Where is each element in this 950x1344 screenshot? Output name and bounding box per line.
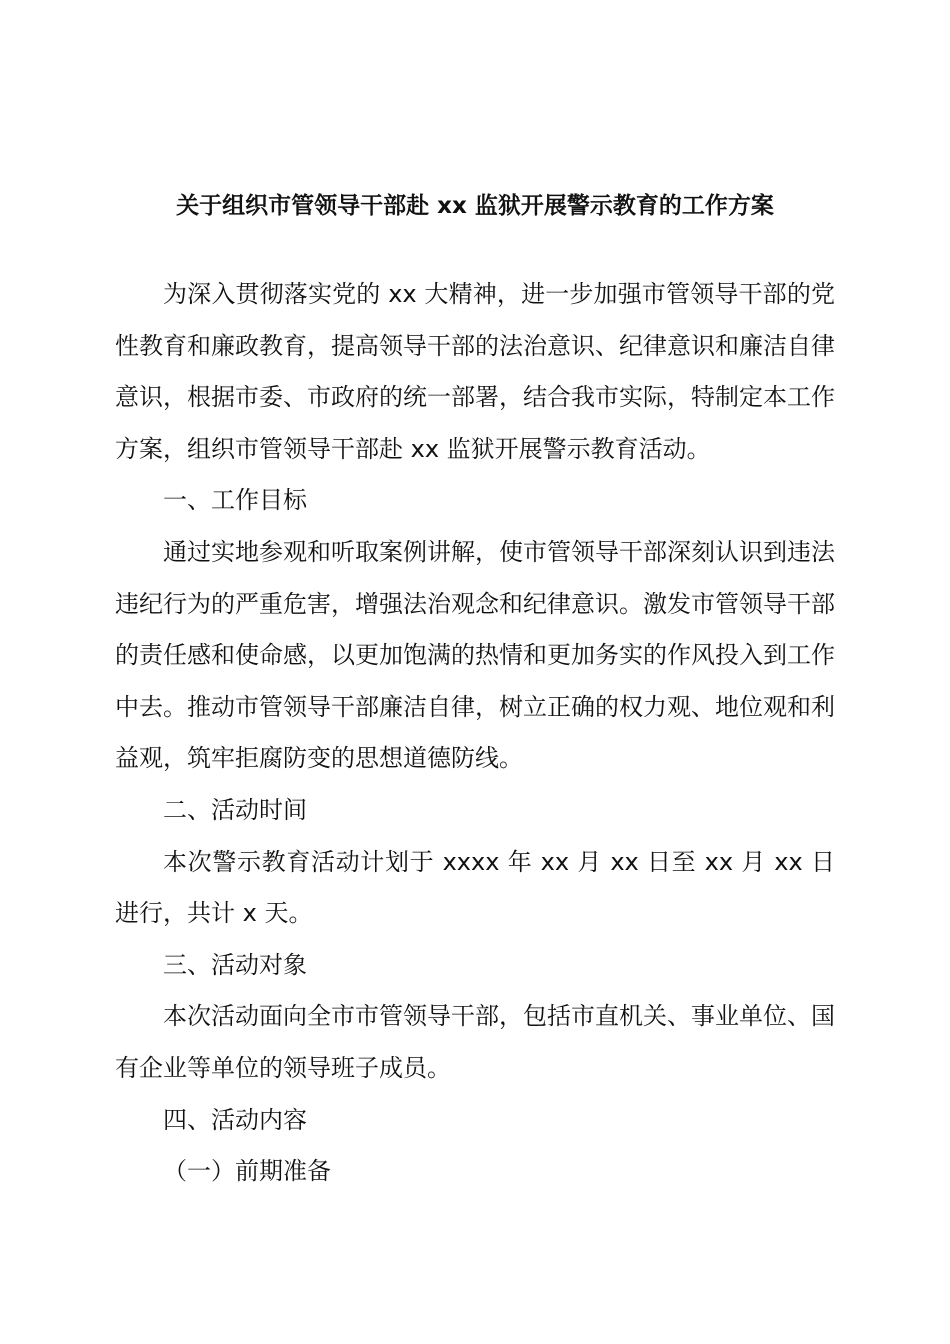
intro-paragraph: 为深入贯彻落实党的 xx 大精神，进一步加强市管领导干部的党性教育和廉政教育，提高领导干部的法治意识、纪律意识和廉洁自律意识，根据市委、市政府的统一部署，结合我市实际，特制定本工作方案，组织市管领导干部赴 xx 监狱开展警示教育活动。: [115, 280, 835, 463]
section-heading-participants: 三、活动对象: [163, 950, 307, 979]
section-heading-goals: 一、工作目标: [163, 486, 307, 515]
section-text-goals: 通过实地参观和听取案例讲解，使市管领导干部深刻认识到违法违纪行为的严重危害，增强法治观念和纪律意识。激发市管领导干部的责任感和使命感，以更加饱满的热情和更加务实的作风投入到工作中去。推动市管领导干部廉洁自律，树立正确的权力观、地位观和利益观，筑牢拒腐防变的思想道德防线。: [115, 537, 835, 773]
section-text-participants: 本次活动面向全市市管领导干部，包括市直机关、事业单位、国有企业等单位的领导班子成员。: [115, 1002, 835, 1082]
document-body: [115, 269, 835, 1198]
document-title: 关于组织市管领导干部赴 xx 监狱开展警示教育的工作方案: [176, 193, 774, 219]
section-heading-content: 四、活动内容: [163, 1105, 307, 1134]
section-heading-time: 二、活动时间: [163, 795, 307, 824]
subsection-heading-preparation: （一）前期准备: [163, 1157, 331, 1186]
section-text-time: 本次警示教育活动计划于 xxxx 年 xx 月 xx 日至 xx 月 xx 日进行，共计 x 天。: [115, 847, 835, 928]
